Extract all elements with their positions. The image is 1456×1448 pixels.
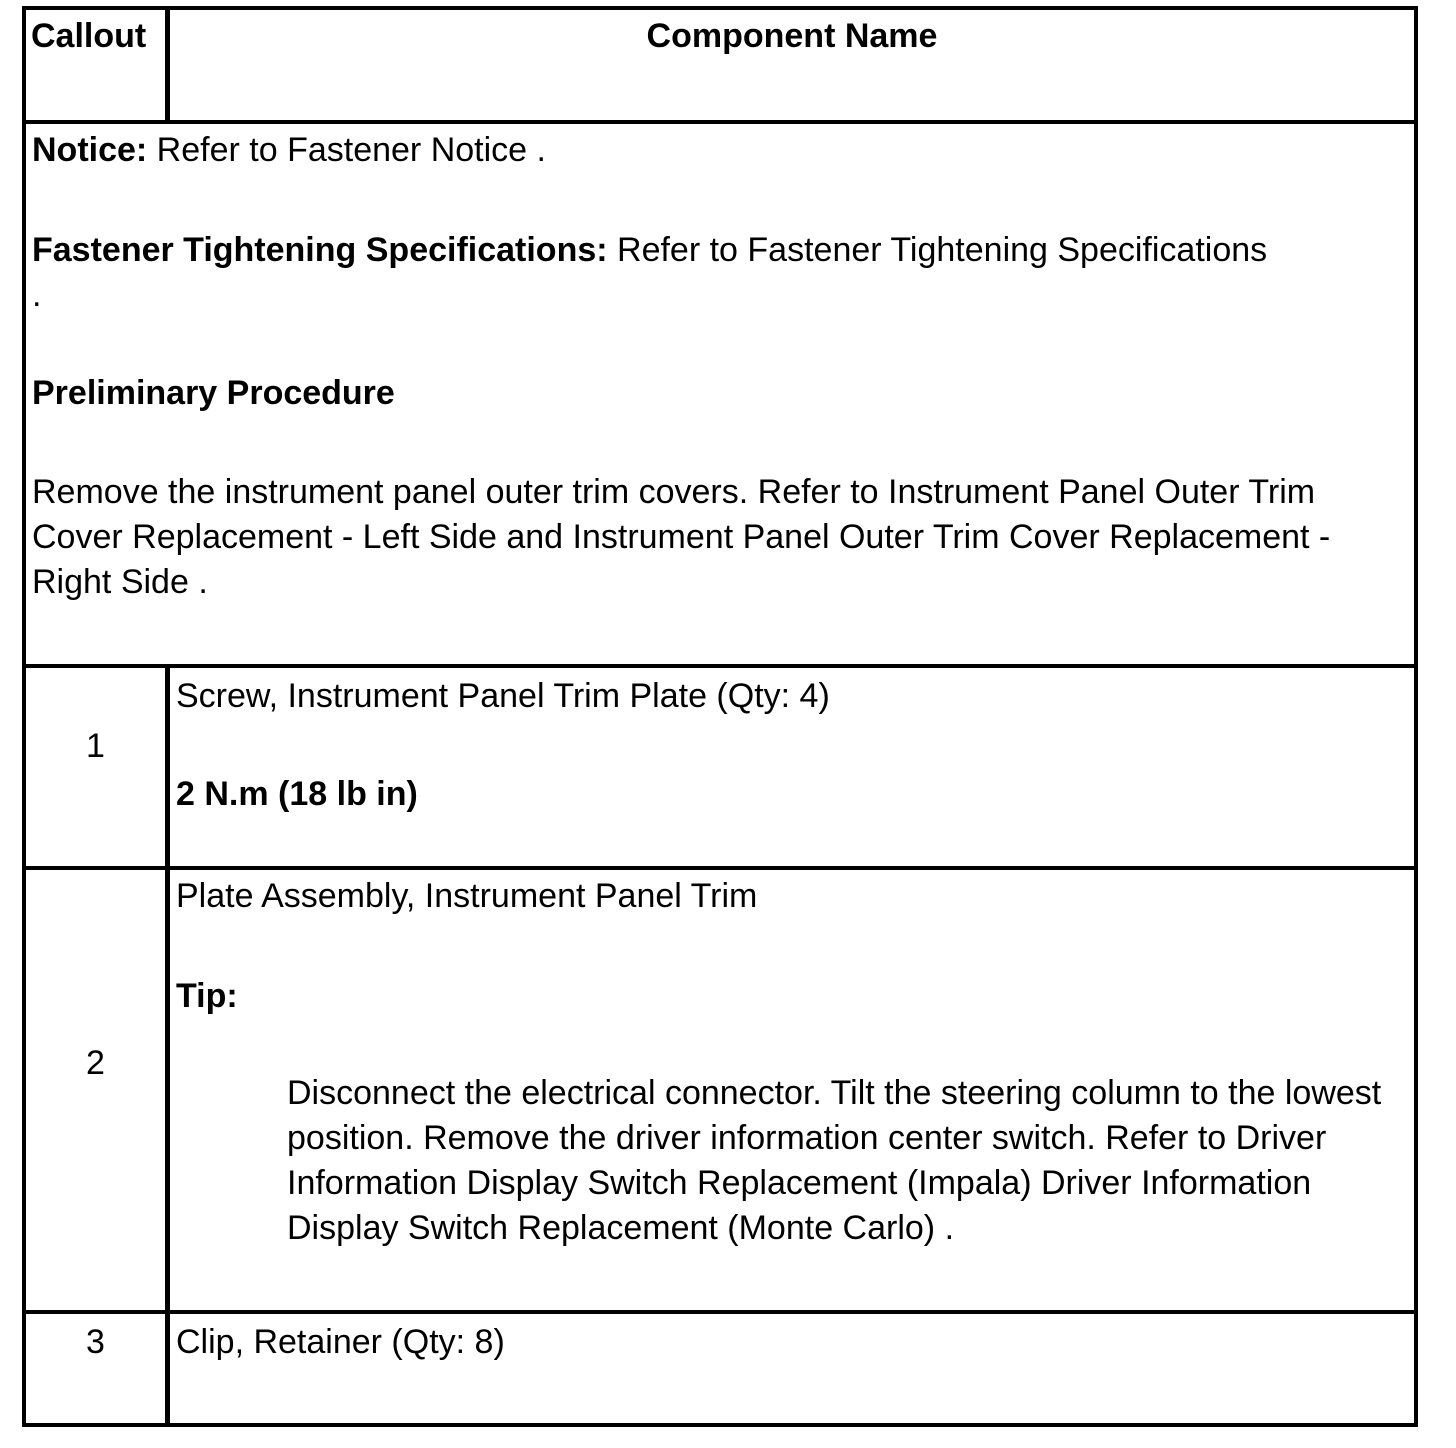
row-1-spec: 2 N.m (18 lb in) xyxy=(176,775,418,813)
row-2-tip-text: Disconnect the electrical connector. Tilt the steering column to the lowest position. Remove the driver information center switch. Refer to Driver Information Display Switch Replacement (Impala) Driver Information Display Switch Replacement (Monte Carlo) . xyxy=(287,1074,1382,1247)
component-name-header: Component Name xyxy=(646,17,938,55)
callout-header: Callout xyxy=(31,17,147,55)
preliminary-text: Remove the instrument panel outer trim covers. Refer to Instrument Panel Outer Trim Cover Replacement - Left Side and Instrument Panel Outer Trim Cover Replacement - Right Side . xyxy=(32,473,1331,601)
header-divider xyxy=(26,120,1414,124)
row-3-name: Clip, Retainer (Qty: 8) xyxy=(176,1323,505,1361)
row-2-divider xyxy=(26,1310,1414,1314)
notice-label: Notice: xyxy=(32,131,148,169)
row-1-callout: 1 xyxy=(86,727,105,765)
row-2-name: Plate Assembly, Instrument Panel Trim xyxy=(176,877,758,915)
fastener-line xyxy=(32,228,1267,273)
row-2-tip-label: Tip: xyxy=(176,977,238,1015)
notes-divider xyxy=(26,664,1414,668)
component-table xyxy=(22,6,1418,1427)
fastener-text: Refer to Fastener Tightening Specifications xyxy=(607,231,1268,269)
rows-column-divider xyxy=(165,664,170,1427)
fastener-trailing: . xyxy=(32,276,42,314)
notice-text: Refer to Fastener Notice . xyxy=(147,131,546,169)
row-2-callout: 2 xyxy=(86,1044,105,1082)
fastener-label: Fastener Tightening Specifications: xyxy=(32,231,608,269)
row-1-divider xyxy=(26,866,1414,870)
preliminary-title: Preliminary Procedure xyxy=(32,374,395,412)
row-3-callout: 3 xyxy=(86,1323,105,1361)
row-1-name: Screw, Instrument Panel Trim Plate (Qty: 4) xyxy=(176,677,830,715)
notice-line xyxy=(32,128,546,173)
